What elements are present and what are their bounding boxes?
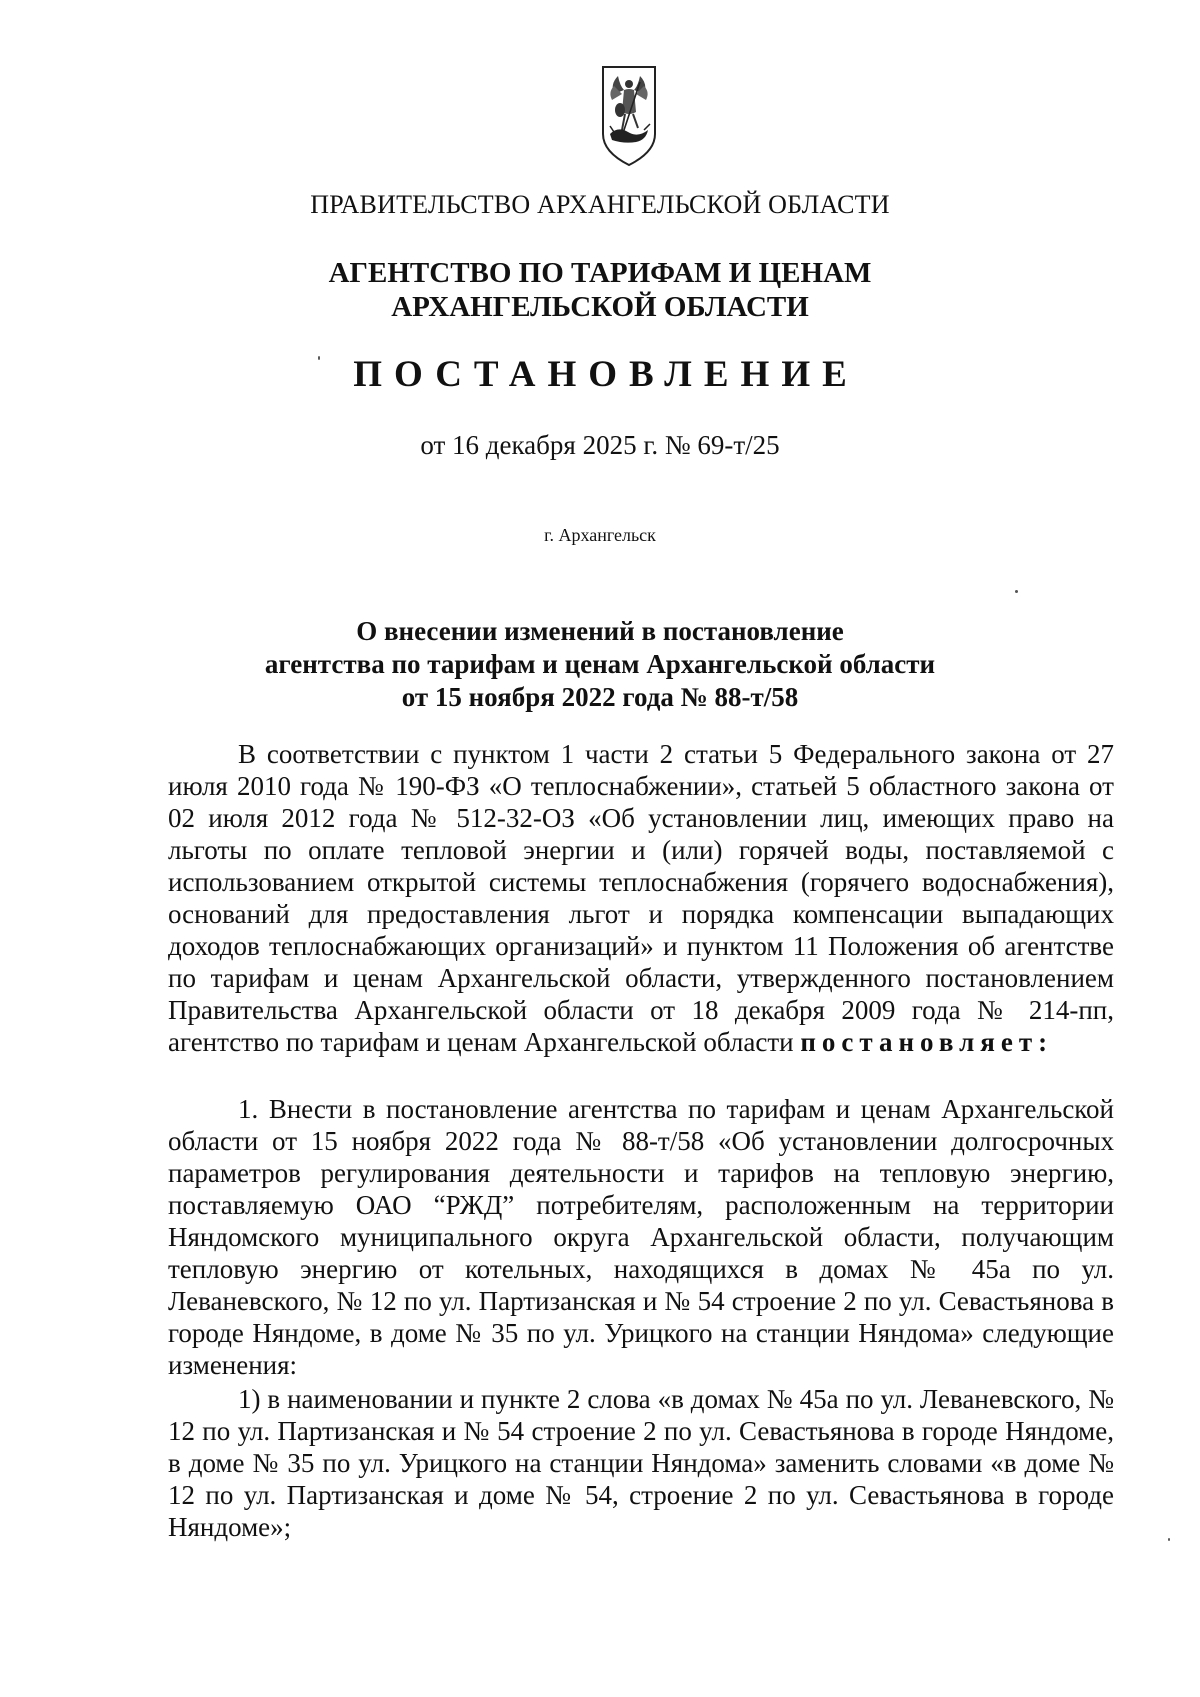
government-name: ПРАВИТЕЛЬСТВО АРХАНГЕЛЬСКОЙ ОБЛАСТИ <box>310 190 890 219</box>
item-1-text: 1. Внести в постановление агентства по тарифам и ценам Архангельской области от 15 ноября 2022 года № 88-т/58 «Об установлении долгосрочных параметров регулирования деятельности и тарифов на тепловую энергию, поставляемую ОАО “РЖД” потребителям, расположенным на территории Няндомского муниципального округа Архангельской области, получающим тепловую энергию от котельных, находящихся в домах № 45а по ул. Леваневского, № 12 по ул. Партизанская и № 54 строение 2 по ул. Севастьянова в городе Няндоме, в доме № 35 по ул. Урицкого на станции Няндома» следующие изменения: <box>168 1094 1114 1380</box>
document-title-line-2: агентства по тарифам и ценам Архангельской области <box>264 649 936 679</box>
speck <box>1015 590 1018 593</box>
agency-name <box>0 256 1200 324</box>
agency-name-line-2: АРХАНГЕЛЬСКОЙ ОБЛАСТИ <box>391 291 809 323</box>
resolves-word: постановляет: <box>800 1027 1054 1057</box>
item-1-paragraph <box>168 1093 1114 1381</box>
document-date-number: от 16 декабря 2025 г. № 69-т/25 <box>420 430 780 460</box>
item-1-1-text: 1) в наименовании и пункте 2 слова «в домах № 45а по ул. Леваневского, № 12 по ул. Партизанская и № 54 строение 2 по ул. Севастьянова в городе Няндоме, в доме № 35 по ул. Урицкого на станции Няндома» заменить словами «в доме № 12 по ул. Партизанская и доме № 54, строение 2 по ул. Севастьянова в городе Няндоме»; <box>168 1384 1114 1542</box>
document-title-line-3: от 15 ноября 2022 года № 88-т/58 <box>401 682 799 712</box>
preamble-paragraph <box>168 738 1114 1058</box>
arkhangelsk-coat-of-arms-icon <box>600 64 658 168</box>
item-1-1-paragraph <box>168 1383 1114 1543</box>
document-title-line-1: О внесении изменений в постановление <box>356 616 844 646</box>
document-title <box>0 615 1200 714</box>
agency-name-line-1: АГЕНТСТВО ПО ТАРИФАМ И ЦЕНАМ <box>328 257 872 289</box>
document-city: г. Архангельск <box>544 525 656 545</box>
speck <box>318 356 320 360</box>
preamble-text: В соответствии с пунктом 1 части 2 статьи 5 Федерального закона от 27 июля 2010 года № 190-ФЗ «О теплоснабжении», статьей 5 областного закона от 02 июля 2012 года № 512-32-ОЗ «Об установлении лиц, имеющих право на льготы по оплате тепловой энергии и (или) горячей воды, поставляемой с использованием открытой системы теплоснабжения (горячего водоснабжения), оснований для предоставления льгот и порядка компенсации выпадающих доходов теплоснабжающих организаций» и пунктом 11 Положения об агентстве по тарифам и ценам Архангельской области, утвержденного постановлением Правительства Архангельской области от 18 декабря 2009 года № 214-пп, агентство по тарифам и ценам Архангельской области <box>168 739 1114 1057</box>
document-type: ПОСТАНОВЛЕНИЕ <box>353 354 859 395</box>
speck <box>1168 1538 1170 1541</box>
